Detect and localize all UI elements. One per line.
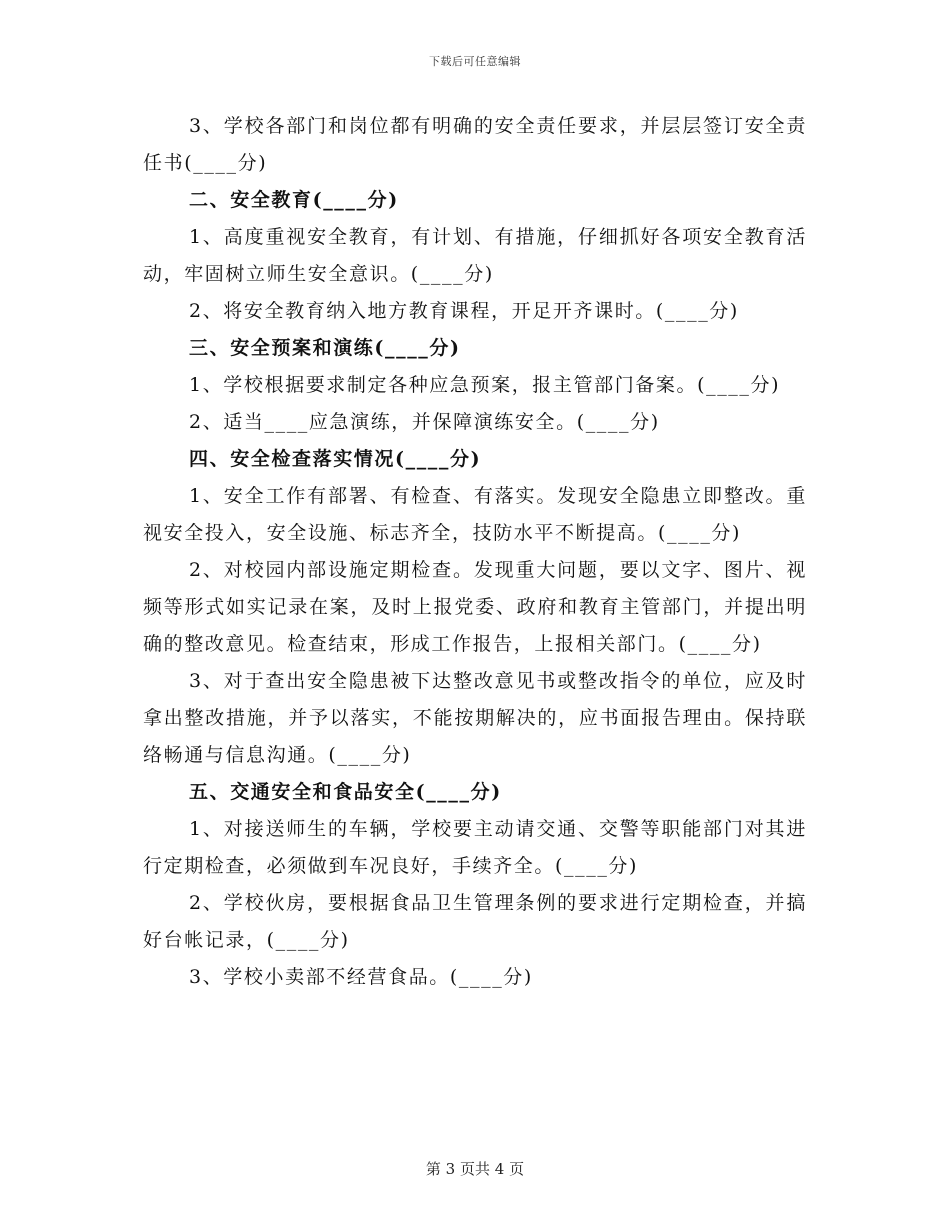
list-item: 2、学校伙房，要根据食品卫生管理条例的要求进行定期检查，并搞好台帐记录，(____分) <box>143 892 807 951</box>
page-footer: 第 3 页共 4 页 <box>425 1160 525 1178</box>
section-heading: 二、安全教育(____分) <box>189 189 399 211</box>
page-header: 下载后可任意编辑 <box>429 55 521 68</box>
section-heading: 四、安全检查落实情况(____分) <box>189 448 482 470</box>
list-item: 3、对于查出安全隐患被下达整改意见书或整改指令的单位，应及时拿出整改措施，并予以落实，不能按期解决的，应书面报告理由。保持联络畅通与信息沟通。(____分) <box>143 670 807 766</box>
list-item: 3、学校各部门和岗位都有明确的安全责任要求，并层层签订安全责任书(____分) <box>143 115 807 174</box>
list-item: 1、安全工作有部署、有检查、有落实。发现安全隐患立即整改。重视安全投入，安全设施、标志齐全，技防水平不断提高。(____分) <box>143 485 807 544</box>
section-heading: 三、安全预案和演练(____分) <box>189 337 461 359</box>
list-item: 2、适当____应急演练，并保障演练安全。(____分) <box>189 411 660 433</box>
document-body <box>143 108 807 996</box>
list-item: 1、对接送师生的车辆，学校要主动请交通、交警等职能部门对其进行定期检查，必须做到车况良好，手续齐全。(____分) <box>143 818 807 877</box>
list-item: 3、学校小卖部不经营食品。(____分) <box>189 966 533 988</box>
list-item: 1、高度重视安全教育，有计划、有措施，仔细抓好各项安全教育活动，牢固树立师生安全意识。(____分) <box>143 226 807 285</box>
section-heading: 五、交通安全和食品安全(____分) <box>189 781 502 803</box>
list-item: 2、将安全教育纳入地方教育课程，开足开齐课时。(____分) <box>189 300 739 322</box>
list-item: 1、学校根据要求制定各种应急预案，报主管部门备案。(____分) <box>189 374 781 396</box>
list-item: 2、对校园内部设施定期检查。发现重大问题，要以文字、图片、视频等形式如实记录在案，及时上报党委、政府和教育主管部门，并提出明确的整改意见。检查结束，形成工作报告，上报相关部门。(____分) <box>143 559 807 655</box>
